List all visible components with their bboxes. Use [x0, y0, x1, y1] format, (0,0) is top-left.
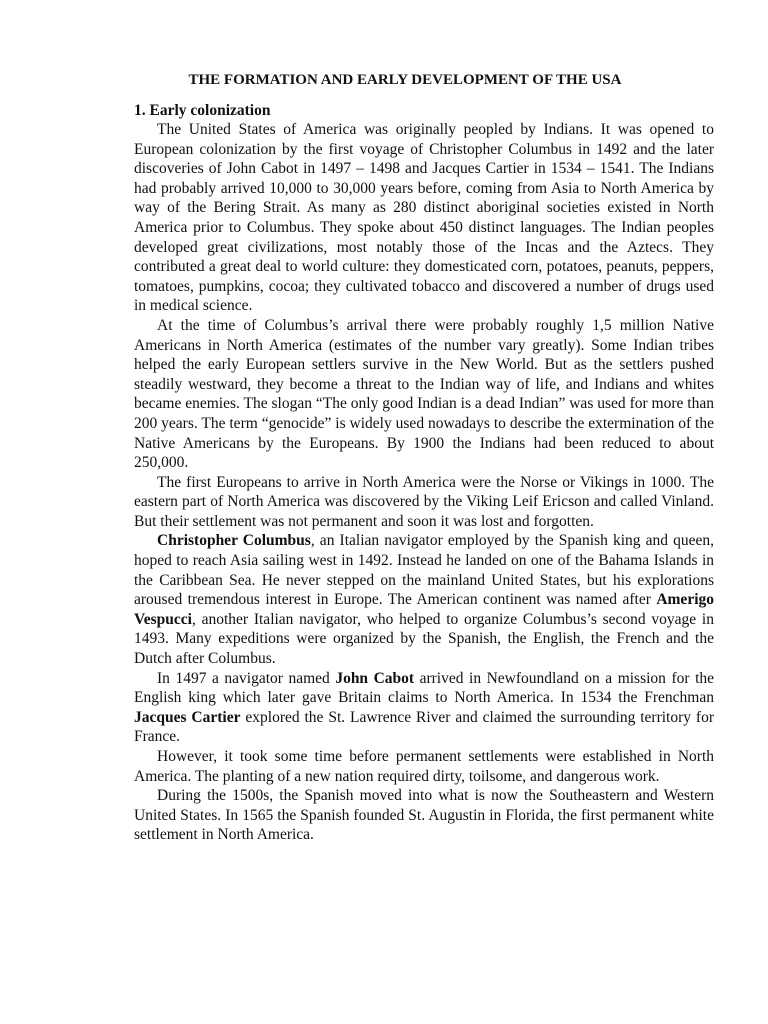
paragraph-1: The United States of America was originally peopled by Indians. It was opened to European colonization by the first voyage of Christopher Columbus in 1492 and the later discoveries of John Cabot in 1497 – 1498 and Jacques Cartier in 1534 – 1541. The Indians had probably arrived 10,000 to 30,000 years before, coming from Asia to North America by way of the Bering Strait. As many as 280 distinct aboriginal societies existed in North America prior to Columbus. They spoke about 450 distinct languages. The Indian peoples developed great civilizations, most notably those of the Incas and the Aztecs. They contributed a great deal to world culture: they domesticated corn, potatoes, peanuts, peppers, tomatoes, pumpkins, cocoa; they cultivated tobacco and discovered a number of drugs used in medical science. — [134, 121, 714, 315]
paragraph-5-text-3: explored the St. Lawrence River and claimed the surrounding territory for France. — [134, 708, 714, 746]
document-title: THE FORMATION AND EARLY DEVELOPMENT OF THE USA — [188, 72, 622, 88]
paragraph-2: At the time of Columbus’s arrival there were probably roughly 1,5 million Native Americans in North America (estimates of the number vary greatly). Some Indian tribes helped the early European settlers survive in the New World. But as the settlers pushed steadily westward, they become a threat to the Indian way of life, and Indians and whites became enemies. The slogan “The only good Indian is a dead Indian” was used for more than 200 years. The term “genocide” is widely used nowadays to describe the extermination of the Native Americans by the Europeans. By 1900 the Indians had been reduced to about 250,000. — [134, 316, 714, 472]
paragraph-7: During the 1500s, the Spanish moved into what is now the Southeastern and Western United States. In 1565 the Spanish founded St. Augustin in Florida, the first permanent white settlement in North America. — [134, 787, 714, 844]
document-body — [134, 120, 714, 845]
paragraph-4-text-2: , another Italian navigator, who helped to organize Columbus’s second voyage in 1493. Many expeditions were organized by the Spanish, the English, the French and the Dutch after Columbus. — [134, 610, 714, 668]
paragraph-5-text-2: arrived in Newfoundland on a mission for the English king which later gave Britain claims to North America. In 1534 the Frenchman — [134, 669, 715, 707]
section-heading: 1. Early colonization — [134, 102, 271, 119]
paragraph-5 — [134, 669, 714, 747]
name-jacques-cartier: Jacques Cartier — [134, 708, 241, 726]
name-christopher-columbus: Christopher Columbus — [157, 532, 311, 550]
name-john-cabot: John Cabot — [335, 669, 415, 687]
paragraph-3: The first Europeans to arrive in North America were the Norse or Vikings in 1000. The eastern part of North America was discovered by the Viking Leif Ericson and called Vinland. But their settlement was not permanent and soon it was lost and forgotten. — [134, 473, 714, 530]
paragraph-4-text-1: , an Italian navigator employed by the Spanish king and queen, hoped to reach Asia sailing west in 1492. Instead he landed on one of the Bahama Islands in the Caribbean Sea. He never stepped on the mainland United States, but his explorations aroused tremendous interest in Europe. The American continent was named after — [134, 532, 714, 609]
paragraph-4 — [134, 531, 714, 668]
name-amerigo-vespucci: Amerigo Vespucci — [134, 591, 714, 628]
paragraph-5-text-1: In 1497 a navigator named — [157, 669, 336, 687]
paragraph-6: However, it took some time before permanent settlements were established in North America. The planting of a new nation required dirty, toilsome, and dangerous work. — [134, 748, 714, 785]
